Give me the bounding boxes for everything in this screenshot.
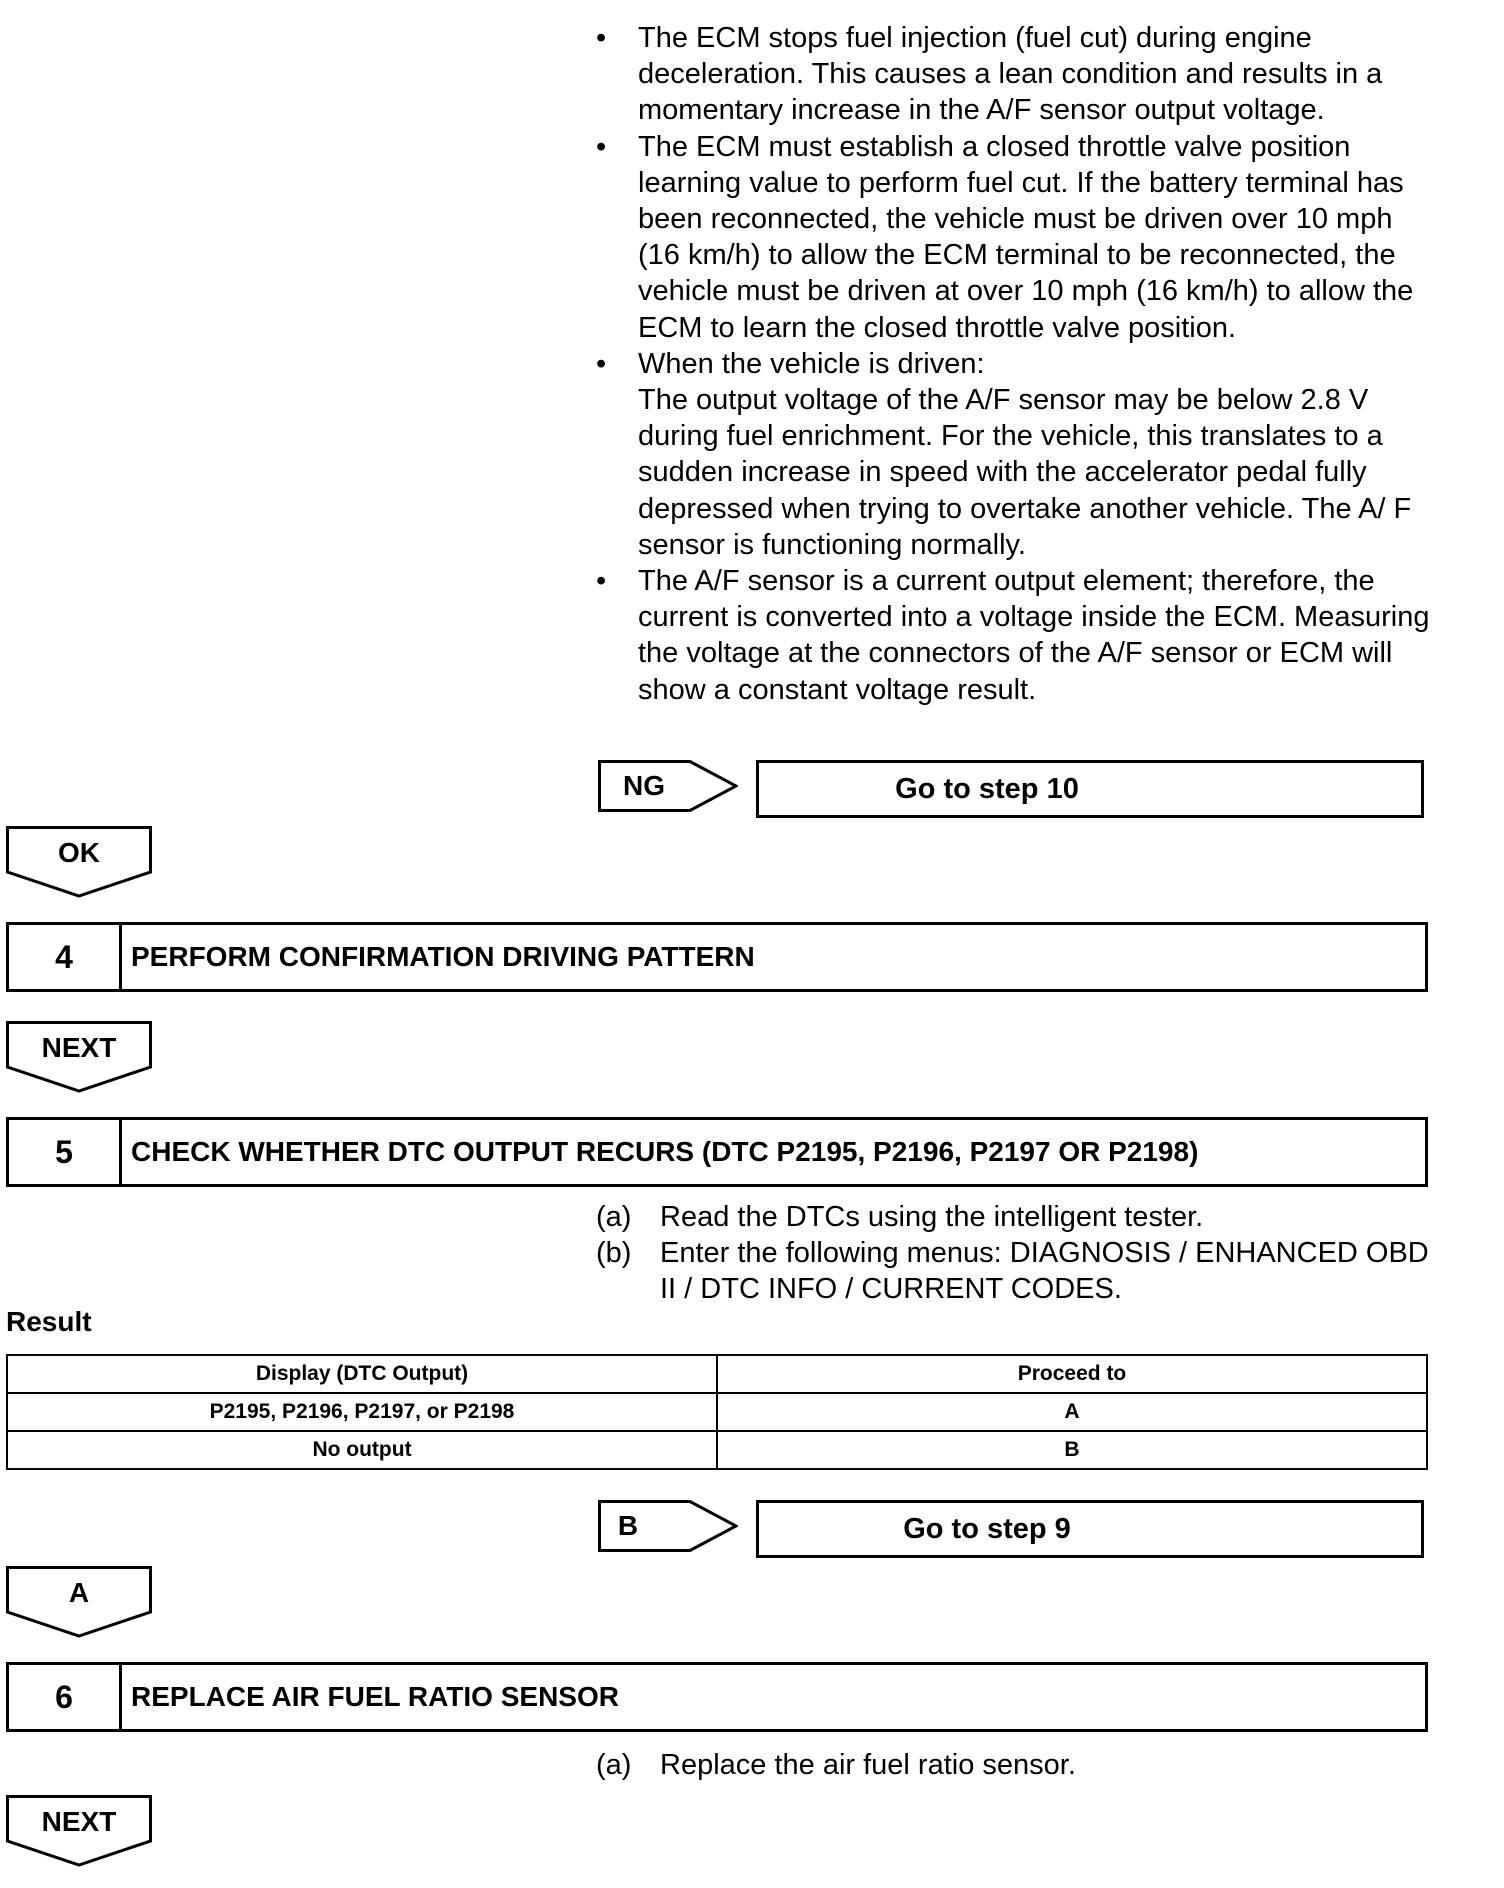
table-cell: No output	[7, 1431, 717, 1469]
go-to-text: Go to step 10	[895, 773, 1079, 805]
ng-label: NG	[623, 770, 665, 801]
note-item	[596, 346, 1436, 563]
step-title: PERFORM CONFIRMATION DRIVING PATTERN	[131, 941, 755, 972]
ok-result-tag	[6, 826, 152, 898]
note-item	[596, 20, 1436, 129]
b-label: B	[617, 1510, 639, 1541]
step-title: REPLACE AIR FUEL RATIO SENSOR	[131, 1681, 619, 1712]
table-cell: B	[717, 1431, 1427, 1469]
bullet-marker: •	[596, 347, 607, 380]
step-6-instructions	[596, 1747, 1436, 1783]
step-number: 4	[9, 925, 122, 989]
next-label: NEXT	[41, 1032, 117, 1063]
table-row	[7, 1393, 1427, 1431]
note-item	[596, 129, 1436, 346]
a-result-tag	[6, 1566, 152, 1638]
bullet-marker: •	[596, 22, 607, 54]
instruction-item	[596, 1747, 1436, 1783]
next-tag	[6, 1795, 152, 1867]
go-to-text: Go to step 9	[903, 1513, 1071, 1545]
table-row	[7, 1431, 1427, 1469]
note-text: The ECM stops fuel injection (fuel cut) during engine deceleration. This causes a lean condition and results in a momentary increase in the A/F sensor output voltage.	[638, 22, 1383, 127]
notes-list	[596, 20, 1436, 708]
note-text: When the vehicle is driven:	[638, 347, 985, 380]
column-header: Proceed to	[717, 1355, 1427, 1393]
ng-result-tag	[598, 760, 738, 812]
next-label: NEXT	[41, 1806, 117, 1837]
note-text: The ECM must establish a closed throttle valve position learning value to perform fuel cut. If the battery terminal has been reconnected, the vehicle must be driven over 10 mph (16 km/h) to allow the ECM terminal to be reconnected, the vehicle must be driven at over 10 mph (16 km/h) to allow the ECM to learn the closed throttle valve position.	[638, 130, 1414, 344]
instruction-text: Read the DTCs using the intelligent tester.	[660, 1201, 1204, 1233]
instruction-item	[596, 1235, 1436, 1307]
table-cell: P2195, P2196, P2197, or P2198	[7, 1393, 717, 1431]
step-4-header	[6, 922, 1428, 992]
instruction-marker: (a)	[596, 1749, 632, 1781]
column-header: Display (DTC Output)	[7, 1355, 717, 1393]
step-number: 5	[9, 1120, 122, 1184]
step-title: CHECK WHETHER DTC OUTPUT RECURS (DTC P2195, P2196, P2197 OR P2198)	[131, 1136, 1199, 1167]
step-5-header	[6, 1117, 1428, 1187]
next-tag	[6, 1021, 152, 1093]
instruction-marker: (b)	[596, 1237, 632, 1270]
go-to-step-9[interactable]	[756, 1500, 1424, 1558]
result-table	[6, 1354, 1428, 1470]
instruction-text: Enter the following menus: DIAGNOSIS / ENHANCED OBD II / DTC INFO / CURRENT CODES.	[660, 1237, 1429, 1306]
step-6-header	[6, 1662, 1428, 1732]
note-text: The A/F sensor is a current output element; therefore, the current is converted into a voltage inside the ECM. Measuring the voltage at the connectors of the A/F sensor or ECM will show a constant voltage result.	[638, 565, 1430, 706]
table-header-row	[7, 1355, 1427, 1393]
go-to-step-10[interactable]	[756, 760, 1424, 818]
ok-label: OK	[58, 837, 100, 868]
a-label: A	[68, 1577, 90, 1608]
b-result-tag	[598, 1500, 738, 1552]
result-heading: Result	[6, 1306, 92, 1337]
step-number: 6	[9, 1665, 122, 1729]
instruction-item	[596, 1199, 1436, 1235]
note-text: The output voltage of the A/F sensor may be below 2.8 V during fuel enrichment. For the vehicle, this translates to a sudden increase in speed with the accelerator pedal fully depressed when trying to overtake another vehicle. The A/ F sensor is functioning normally.	[638, 384, 1412, 561]
table-cell: A	[717, 1393, 1427, 1431]
step-5-instructions	[596, 1199, 1436, 1308]
bullet-marker: •	[596, 565, 607, 598]
instruction-text: Replace the air fuel ratio sensor.	[660, 1749, 1076, 1781]
instruction-marker: (a)	[596, 1201, 632, 1233]
bullet-marker: •	[596, 130, 607, 163]
note-item	[596, 563, 1436, 708]
